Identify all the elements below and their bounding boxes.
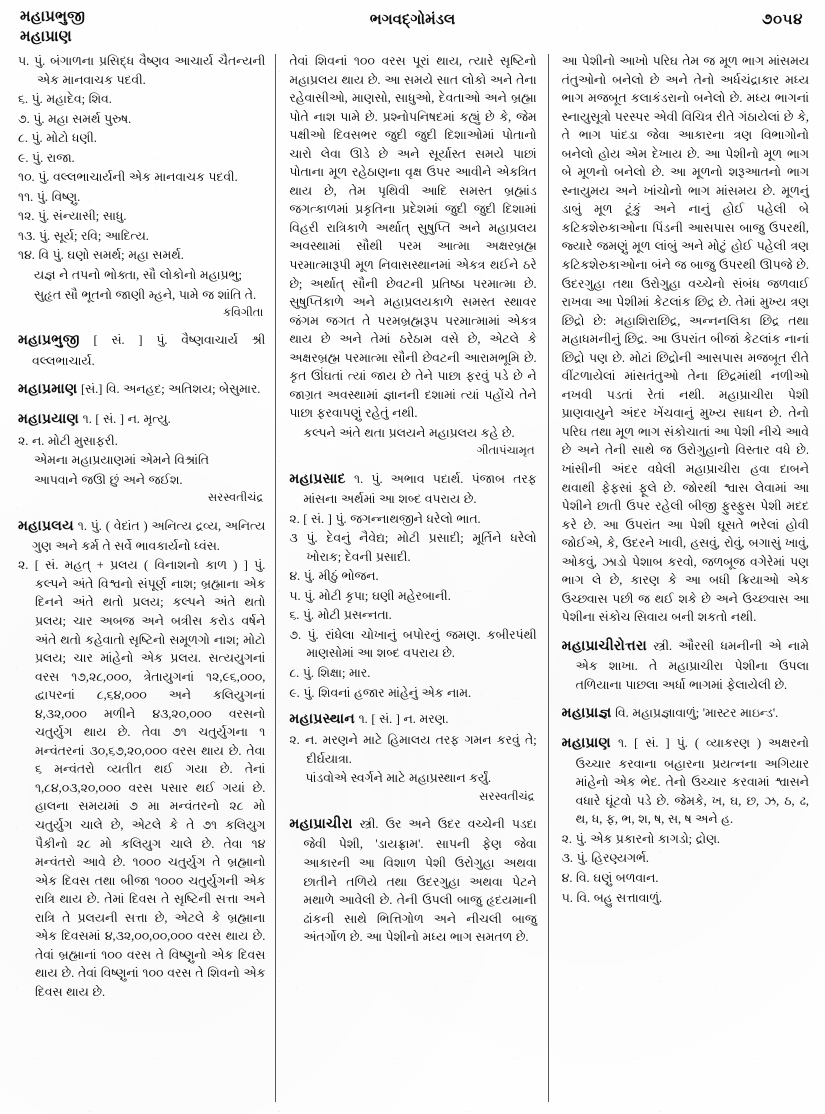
sense-item: ૪. પું. મીઠું ભોજન. [289,569,379,584]
dictionary-entry [18,379,265,400]
citation-source: સરસ્વતીચંદ્ર [479,789,535,803]
sense-item: ૨. ન. મરણને માટે હિમાલય તરફ ગમન કરવું તે; દીર્ઘયાત્રા. [289,733,537,766]
citation-source: કવિગીતા [222,306,264,320]
sense-item: ૮. પું. મોટો ધણી. [18,131,97,146]
sense-item: ૫. પું. મોટી કૃપા; ઘણી મહેરબાની. [289,588,451,603]
sense-item: ૩. પું. હિરણ્યગર્ભ. [561,851,650,866]
sense-item: ૨. [ સં. ] પું. જગન્નાથજીને ધરેલો ભાત. [289,511,481,526]
sense-item: ૫. પું. બંગાળના પ્રસિદ્ધ વૈષ્ણવ આચાર્ય ચૈતન્યની એક માનવાચક પદવી. [18,54,266,87]
entry-body: વિ. મહાપ્રજ્ઞાવાળું; 'માસ્ટર માઇન્ડ'. [615,706,779,721]
citation-source: સરસ્વતીચંદ્ર [207,491,264,505]
headword: મહાપ્રસાદ [289,470,346,487]
headword: મહાપ્રસ્થાન [289,711,355,728]
entry-body: સ્ત્રી. ઔરસી ધમનીની એ નામે એક શાખા. તે મહાપ્રાચીરા પેશીના ઉપલા તળિયાના પાછલા અર્ધા ભાગમાં ફેલાયેલી છે. [575,638,809,692]
continued-paragraph: આ પેશીનો આખો પરિઘ તેમ જ મૂળ ભાગ માંસમય તંતુઓનો બનેલો છે અને તેનો અર્ધચંદ્રાકાર મધ્ય ભાગ મજબૂત કલાકંડરાનો બનેલો છે. મધ્ય ભાગનાં સ્નાયુસૂત્રો પરસ્પર એવી વિચિત્ર રીતે ગંઠાયેલાં છે કે, તે ભાગ પાંદડા જેવા આકારના ત્રણ વિભાગોનો બનેલો હોય એમ દેખાય છે. આ પેશીનો મૂળ ભાગ બે મૂળનો બનેલો છે. આ મૂળનો શરૂઆતનો ભાગ સ્નાયુમય અને ખાંચોનો ભાગ માંસમય છે. મૂળનું ડાબું મૂળ ટૂંકું અને નાનું હોઈ પહેલી બે કટિકશેરુકાઓના પિંડની આસપાસ બાજુ ઉપરથી, જ્યારે જમણું મૂળ લાંબું અને મોટું હોઈ પહેલી ત્રણ કટિકશેરુકાઓના બંને જ બાજુ ઉપરથી ઊપજે છે. ઉદરગુહા તથા ઉરોગુહા વચ્ચેનો સંબંધ જળવાઈ રાખવા આ પેશીમાં કેટલાંક છિદ્ર છે. તેમાં મુખ્ય ત્રણ છિદ્રો છે: મહાશિરાછિદ્ર, અન્નનલિકા છિદ્ર તથા મહાધમનીનું છિદ્ર. આ ઉપરાંત બીજાં કેટલાંક નાનાં છિદ્રો પણ છે. મોટાં છિદ્રોની આસપાસ મજબૂત રીતે વીંટળાયેલાં માંસતંતુઓ તેના છિદ્રમાંથી નળીઓ નખવી પડતાં રેતાં નથી. મહાપ્રાચીરા પેશી પ્રાણવાયુને અંદર ખેંચવાનું મુખ્ય સાધન છે. તેનો પરિઘ તથા મૂળ ભાગ સંકોચાતાં આ પેશી નીચે આવે છે અને તેની સાથે જ ઉરોગુહાનો વિસ્તાર વધે છે. ખાંસીની અંદર વધેલી મહાપ્રાચીરા હવા દાબને થવાથી ફેફસાં ફૂલે છે. જોરથી શ્વાસ લેવામાં આ પેશીને છાતી ઉપર રહેલી બીજી ફુસ્ફુસ પેશી મદદ કરે છે. આ ઉપરાંત આ પેશી ઘૂસતે ભરેલાં હોવી જોઈએ, કે, ઉદરને ખાવી, હસવું, રોવું, બગાસું ખાવું, ઓકવું, ઝાડો પેશાબ કરવો, જળબૂજ વગેરેમાં પણ ભાગ લે છે, કારણ કે આ બધી ક્રિયાઓ એક ઉચ્છ્વાસ પછી જ થઈ શકે છે અને ઉચ્છ્વાસ આ પેશીના સંકોચ સિવાય બની શકતો નથી. [561,54,809,625]
running-head-left-line1: મહાપ્રભુજી [20,9,85,25]
sense-item: ૬. પું. મહાદેવ; શિવ. [18,92,112,107]
sense-item: ૭. પું. રાંધેલા ચોખાનું બપોરનું જમણ. કબીરપંથી માણસોમાં આ શબ્દ વપરાય છે. [289,627,537,661]
dictionary-entry [18,516,265,556]
sense-item: ૮. પું. શિક્ષા; માર. [289,665,371,680]
headword: મહાપ્રાચીરા [289,816,353,833]
sense-item: ૧૦. પું. વલ્લભાચાર્યની એક માનવાચક પદવી. [18,170,238,185]
citation-line: આપવાને જઊ છું અને જઈશ. [34,472,183,487]
sense-item: ૧૩. પું. સૂર્ય; રવિ; આદિત્ય. [18,228,149,243]
headword: મહાપ્રાણ [561,735,611,752]
dictionary-entry [289,814,536,947]
entry-sense: ૧. [ સં. ] ન. મરણ. [358,712,449,727]
entry-body: [સં.] વિ. અનહદ; અતિશય; બેસુમાર. [81,382,261,397]
dictionary-entry [18,330,265,370]
entry-sense: ૧. [ સં. ] ન. મૃત્યુ. [82,412,171,427]
dictionary-entry [289,469,536,509]
sense-item: ૭. પું. મહા સમર્થ પુરુષ. [18,111,132,126]
column-1 [6,52,275,1108]
citation-source: ગીતાપંચામૃત [476,444,535,458]
headword: મહાપ્રયાણ [18,411,80,428]
headword: મહાપ્રભુજી [18,332,80,349]
column-container [6,52,819,1108]
sense-item: ૨. પું. એક પ્રકારનો કાગડો; દ્રોણ. [561,831,721,846]
headword: મહાપ્રાજ્ઞ [561,705,612,722]
citation-line: એમના મહાપ્રયાણમાં એમને વિશ્રાંતિ [34,453,210,468]
dictionary-entry [562,703,809,724]
headword: મહાપ્રલય [18,517,74,534]
citation-verse-line: યજ્ઞ ને તપનો ભોક્તા, સૌ લોકોનો મહાપ્રભુ; [34,268,242,283]
sense-item: ૧૧. પું. વિષ્ણુ. [18,189,81,204]
citation-verse-line: સુહૃત સૌ ભૂતનો જાણી મ્હને, પામે જ શાંતિ તે. [34,287,257,302]
running-head-left-line2: મહાપ્રાણ [20,28,72,45]
entry-sense: ૧. પું. અભાવ પદાર્થ. પંજાબ તરફ માંસના અર્થમાં આ શબ્દ વપરાય છે. [303,471,537,507]
sense-item: ૪. વિ. ઘણું બળવાન. [561,870,659,885]
entry-sense: ૧. [ સં. ] પું. ( વ્યાકરણ ) અક્ષરનો ઉચ્ચાર કરવાના બહારના પ્રયત્નના અગિયાર માંહેનો એક ભેદ. તેનો ઉચ્ચાર કરવામાં શ્વાસને વધારે ઘૂંટવો પડે છે. જેમકે, ખ, ઘ, છ, ઝ, ઠ, ઢ, થ, ધ, ફ, ભ, શ, ષ, સ, ષ અને હ. [575,736,809,827]
headword: મહાપ્રાચીરોત્તરા [561,637,647,654]
sense-item: ૬. પું. મોટી પ્રસન્નતા. [289,608,392,623]
sense-item: ૫. વિ. બહુ સત્તાવાળું. [561,890,663,905]
dictionary-entry [289,709,536,730]
citation-line: કલ્પને અંતે થતા પ્રલયને મહાપ્રલય કહે છે. [303,425,515,440]
entry-sense: ૧. પું. ( વેદાંત ) અનિત્ય દ્રવ્ય, અનિત્ય ગુણ અને કર્મ તે સર્વે ભાવકાર્યનો ધ્વંસ. [32,518,266,553]
sense-item: ૧૪. વિ પું. ઘણો સમર્થ; મહા સમર્થ. [18,248,184,263]
running-head [6,8,819,52]
book-title: ભગવદ્ગોમંડલ [369,12,456,28]
sense-item: ૨. [ સં. મહત્ + પ્રલય ( વિનાશનો કાળ ) ] પું. કલ્પને અંતે વિશ્વનો સંપૂર્ણ નાશ; બ્રહ્માના એક દિનને અંતે થતો પ્રલય; કલ્પને અંતે થતો પ્રલય; ચાર અબજ અને બત્રીસ કરોડ વર્ષને અંતે થતો કહેવાતો સૃષ્ટિનો સમૂળગો નાશ; મોટો પ્રલય; ચાર માંહેનો એક પ્રલય. સત્યયુગનાં વરસ ૧૭,૨૮,૦૦૦, ત્રેતાયુગનાં ૧૨,૯૬,૦૦૦, દ્વાપરનાં ૮,૬૪,૦૦૦ અને કલિયુગનાં ૪,૩૨,૦૦૦ મળીને ૪૩,૨૦,૦૦૦ વરસનો ચતુર્યુગ થાય છે. તેવા ૭૧ ચતુર્યુગના ૧ મન્વંતરનાં ૩૦,૬૭,૨૦,૦૦૦ વરસ થાય છે. તેવા ૬ મન્વંતરો વ્યતીત થઈ ગયા છે. તેનાં ૧,૮૪,૦૩,૨૦,૦૦૦ વરસ પસાર થઈ ગયાં છે. હાલના સમયમાં ૭ મા મન્વંતરનો ૨૮ મો ચતુર્યુગ ચાલે છે, એટલે કે તે ૭૧ કલિયુગ પૈકીનો ૨૮ મો કલિયુગ ચાલે છે. તેવા ૧૪ મન્વંતરો આવે છે. ૧૦૦૦ ચતુર્યુગ તે બ્રહ્માનો એક દિવસ તથા બીજા ૧૦૦૦ ચતુર્યુગની એક રાત્રિ થાય છે. તેમાં દિવસ તે સૃષ્ટિની સત્તા અને રાત્રિ તે પ્રલયની સત્તા છે, એટલે કે બ્રહ્માના એક દિવસમાં ૪,૩૨,૦૦,૦૦,૦૦૦ વરસ થાય છે. તેવાં બ્રહ્માનાં ૧૦૦ વરસ તે વિષ્ણુનો એક દિવસ થાય છે. તેવાં વિષ્ણુનાં ૧૦૦ વરસ તે શિવનો એક દિવસ થાય છે. [18,558,266,999]
sense-item: ૩ પું. દેવનું નૈવેદ્ય; મોટી પ્રસાદી; મૂર્તિને ધરેલો ખોરાક; દેવની પ્રસાદી. [289,531,537,564]
citation-line: પાંડવોએ સ્વર્ગને માટે મહાપ્રસ્થાન કર્યું. [305,771,492,786]
entry-body: સ્ત્રી. ઉર અને ઉદર વચ્ચેની પડદા જેવી પેશી, 'ડાયફ્રામ'. સાપની ફેણ જેવા આકારની આ વિશાળ પેશી ઉરોગુહા અથવા છાતીને તળિયે તથા ઉદરગુહા અથવા પેટને મથાળે આવેલી છે. તેની ઉપલી બાજુ હૃદયમાની ઢાંકની સાથે ભિત્તિગોળ અને નીચલી બાજુ અંતર્ગોળ છે. આ પેશીનો મધ્ય ભાગ સમતળ છે. [303,817,537,945]
dictionary-entry [562,636,809,694]
sense-item: ૯. પું. શિવનાં હજાર માંહેનું એક નામ. [289,685,472,700]
sense-item: ૨. ન. મોટી મુસાફરી. [18,433,118,448]
dictionary-entry [18,409,265,430]
sense-item: ૯. પું. રાજા. [18,150,75,165]
headword: મહાપ્રમાણ [18,381,78,398]
column-3 [549,52,819,1108]
dictionary-entry [562,733,809,828]
continued-paragraph: તેવાં શિવનાં ૧૦૦ વરસ પૂરાં થાય, ત્યારે સૃષ્ટિનો મહાપ્રલય થાય છે. આ સમયે સાત લોકો અને તેના રહેવાસીઓ, માણસો, સાધુઓ, દેવતાઓ અને બ્રહ્મા પોતે નાશ પામે છે. પ્રશ્નોપનિષદમાં કહ્યું છે કે, જેમ પક્ષીઓ દિવસભર જુદી જુદી દિશાઓમાં પોતાનો ચારો લેવા ઊડે છે અને સૂર્યાસ્ત સમયે પાછાં પોતાના મૂળ રહેઠાણના વૃક્ષ ઉપર આવીને એકત્રિત થાય છે, તેમ પૃથિવી આદિ સમસ્ત બ્રહ્માંડ જગત્કાળમાં પ્રકૃતિના પ્રદેશમાં જુદી જુદી દિશામાં વિહરી રાત્રિકાળે અર્થાત્ સુષુપ્તિ અને મહાપ્રલય અવસ્થામાં સૌથી પરમ આત્મા અક્ષરબ્રહ્મ પરમાત્મારૂપી મૂળ નિવાસસ્થાનમાં એકત્ર થઈને ઠરે છે; અર્થાત્ સૌની છેવટની પ્રતિષ્ઠા પરમાત્મા છે. સુષુપ્તિકાળે અને મહાપ્રલયકાળે સમસ્ત સ્થાવર જંગમ જગત તે પરમબ્રહ્મરૂપ પરમાત્મામાં એકત્ર થાય છે અને તેમાં ઠરેઠામ વસે છે, એટલે કે અક્ષરબ્રહ્મ પરમાત્મા સૌની છેવટની આરામભૂમિ છે. કૃત ઊંઘતાં ત્યાં જાય છે તેને પાછા ફરવું પડે છે ને જાગ્રત અવસ્થામાં જ્ઞાનની દશામાં ત્યાં પહોંચે તેને પાછા ફરવાપણું રહેતું નથી. [289,54,537,421]
entry-body: [ સં. ] પું. વૈષ્ણવાચાર્ય શ્રી વલ્લભાચાર્ય. [32,333,266,368]
page-number: ૭૦૫૪ [761,12,803,28]
sense-item: ૧૨. પું. સંન્યાસી; સાધુ. [18,209,127,224]
column-2 [276,52,547,1108]
